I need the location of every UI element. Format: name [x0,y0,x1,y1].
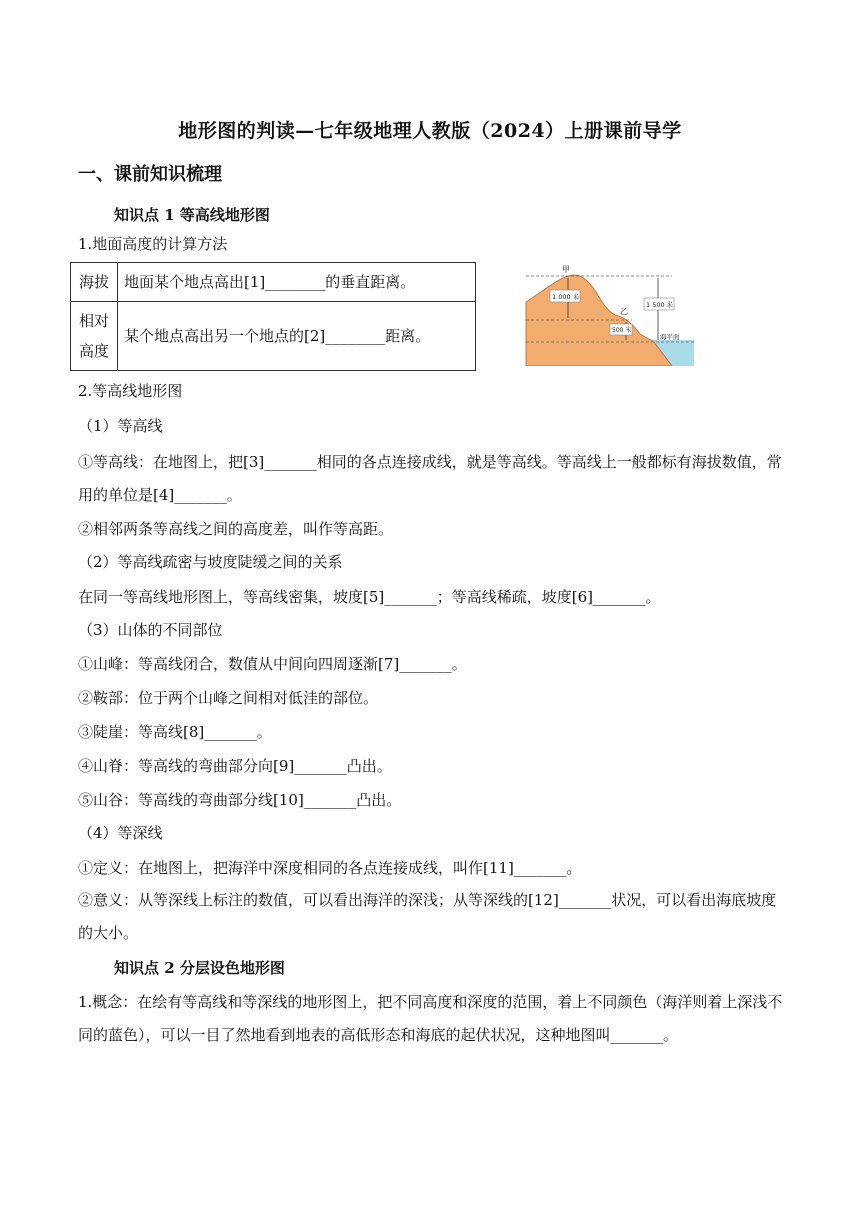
page-title: 地形图的判读—七年级地理人教版（2024）上册课前导学 [178,120,682,142]
paragraph-isobath-definition: ①定义：在地图上，把海洋中深度相同的各点连接成线，叫作[11]_______。 [78,859,582,877]
table-label-altitude: 海拔 [71,263,118,302]
subheading-mountain-parts: （3）山体的不同部位 [78,621,223,639]
table-text-altitude: 地面某个地点高出[1]________的垂直距离。 [118,263,476,302]
sea-level-label: 海平面 [660,333,680,341]
knowledge-point-1: 知识点 1 等高线地形图 [114,206,270,224]
paragraph-cliff: ③陡崖：等高线[8]_______。 [78,723,272,741]
height-500-label: 500 米 [612,327,632,334]
altitude-diagram [522,262,694,366]
paragraph-saddle: ②鞍部：位于两个山峰之间相对低洼的部位。 [78,689,379,707]
mountain-shape [526,275,672,366]
paragraph-contour-definition: ①等高线：在地图上，把[3]_______相同的各点连接成线，就是等高线。等高线上一般都标有海拔数值，常用的单位是[4]_______。 [78,453,782,504]
paragraph-density-slope: 在同一等高线地形图上，等高线密集，坡度[5]_______；等高线稀疏，坡度[6]_______。 [78,588,661,606]
section-heading: 一、课前知识梳理 [78,164,222,185]
paragraph-contour-interval: ②相邻两条等高线之间的高度差，叫作等高距。 [78,520,394,538]
table-text-relative-height: 某个地点高出另一个地点的[2]________距离。 [118,302,476,371]
table-label-relative-height: 相对高度 [71,302,118,371]
table-row [71,263,476,302]
peak-label: 甲 [562,265,570,274]
subheading-density-slope: （2）等高线疏密与坡度陡缓之间的关系 [78,553,343,571]
paragraph-layered-color-map: 1.概念：在绘有等高线和等深线的地形图上，把不同高度和深度的范围，着上不同颜色（海洋则着上深浅不同的蓝色），可以一目了然地看到地表的高低形态和海底的起伏状况，这种地图叫_______。 [78,993,783,1044]
subheading-isobath: （4）等深线 [78,824,163,842]
height-1000-label: 1 000 米 [552,293,580,301]
paragraph-peak: ①山峰：等高线闭合，数值从中间向四周逐渐[7]_______。 [78,655,467,673]
height-1500-label: 1 500 米 [646,301,674,309]
height-table [70,262,476,371]
subheading-contour-map: 2.等高线地形图 [78,382,183,400]
paragraph-valley: ⑤山谷：等高线的弯曲部分线[10]_______凸出。 [78,791,402,809]
point-label: 乙 [620,307,628,316]
subheading-height-calc: 1.地面高度的计算方法 [78,235,228,253]
knowledge-point-2: 知识点 2 分层设色地形图 [114,959,285,977]
subheading-contour-line: （1）等高线 [78,417,163,435]
paragraph-ridge: ④山脊：等高线的弯曲部分向[9]_______凸出。 [78,757,392,775]
paragraph-isobath-meaning: ②意义：从等深线上标注的数值，可以看出海洋的深浅；从等深线的[12]_______状况，可以看出海底坡度的大小。 [78,891,777,942]
table-row [71,302,476,371]
